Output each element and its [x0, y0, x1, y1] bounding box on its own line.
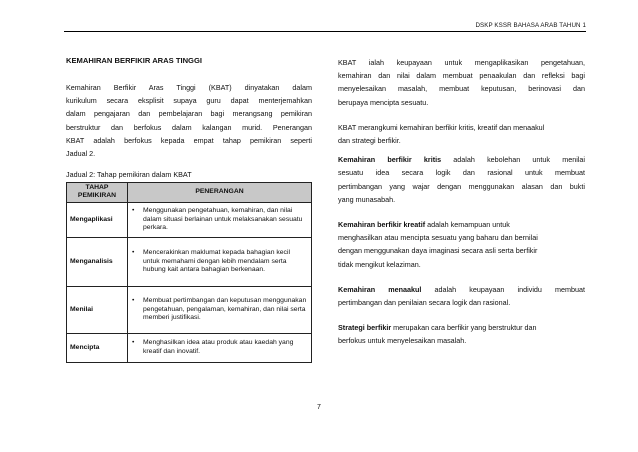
- kbat-intro-line-3: dalam pengajaran dan pembelajaran bagi merangsang pemikiran: [66, 109, 312, 119]
- kbat-intro-line-2: kurikulum secara eksplisit supaya guru dapat menterjemahkan: [66, 96, 312, 106]
- table-caption: Jadual 2: Tahap pemikiran dalam KBAT: [66, 170, 192, 180]
- creative-thinking-text: adalah kemampuan untuk: [425, 220, 510, 230]
- level-description-text: Menghasilkan idea atau produk atau kaedah yang kreatif dan inovatif.: [143, 339, 294, 355]
- kbat-definition-line-1: KBAT ialah keupayaan untuk mengaplikasikan pengetahuan,: [338, 58, 585, 67]
- kbat-intro-line-5: KBAT adalah berfokus kepada empat tahap pemikiran seperti: [66, 135, 312, 145]
- table-header-explanation: PENERANGAN: [128, 183, 312, 202]
- creative-thinking-line-2: menghasilkan atau mencipta sesuatu yang baharu dan bernilai: [338, 233, 538, 243]
- bullet-icon: •: [132, 339, 135, 347]
- section-heading: KEMAHIRAN BERFIKIR ARAS TINGGI: [66, 56, 202, 65]
- level-term: Mengaplikasi: [67, 202, 128, 237]
- kbat-scope-line-1: KBAT merangkumi kemahiran berfikir kritis, kreatif dan menaakul: [338, 122, 545, 132]
- table-row: [67, 333, 312, 362]
- critical-thinking-line-4: yang munasabah.: [338, 194, 396, 204]
- kbat-definition-line-3: menyelesaikan masalah, membuat keputusan, berinovasi dan: [338, 84, 585, 94]
- reasoning-text: adalah keupayaan individu membuat: [421, 284, 585, 294]
- thinking-strategy-line-2: berfokus untuk menyelesaikan masalah.: [338, 336, 467, 346]
- table-row: [67, 286, 312, 333]
- bullet-icon: •: [132, 207, 135, 215]
- kbat-intro-line-1: Kemahiran Berfikir Aras Tinggi (KBAT) dinyatakan dalam: [66, 83, 312, 92]
- level-description-text: Menggunakan pengetahuan, kemahiran, dan nilai dalam situasi berlainan untuk melaksanakan sesuatu perkara.: [143, 207, 303, 231]
- kbat-intro-line-6: Jadual 2.: [66, 149, 96, 159]
- level-description: [128, 237, 312, 286]
- level-term: Menganalisis: [67, 237, 128, 286]
- thinking-strategy-term: Strategi berfikir: [338, 323, 392, 333]
- critical-thinking-text: adalah kebolehan untuk menilai: [441, 155, 585, 165]
- thinking-levels-table: [66, 182, 312, 362]
- table-row: [67, 202, 312, 237]
- header-level-line-2: PEMIKIRAN: [77, 192, 117, 200]
- header-rule: [64, 31, 586, 32]
- thinking-strategy-line-1: [338, 321, 585, 334]
- reasoning-line-1: [338, 283, 585, 296]
- level-description-text: Membuat pertimbangan dan keputusan menggunakan pengetahuan, pengalaman, kemahiran, dan nilai serta memberi justifikasi.: [143, 297, 307, 321]
- critical-thinking-line-2: sesuatu idea secara logik dan rasional untuk membuat: [338, 168, 585, 178]
- creative-thinking-line-3: dengan menggunakan daya imaginasi secara asli serta berfikir: [338, 246, 538, 256]
- creative-thinking-line-1: [338, 218, 585, 231]
- kbat-definition-line-2: kemahiran dan nilai dalam membuat penaakulan dan refleksi bagi: [338, 71, 585, 81]
- running-header: DSKP KSSR BAHASA ARAB TAHUN 1: [475, 22, 586, 29]
- table-header-level: [67, 183, 128, 202]
- level-description: [128, 286, 312, 333]
- creative-thinking-line-4: tidak mengikut kelaziman.: [338, 259, 421, 269]
- table-row: [67, 237, 312, 286]
- level-description: [128, 202, 312, 237]
- level-term: Mencipta: [67, 333, 128, 362]
- header-level-line-1: TAHAP: [85, 184, 109, 192]
- critical-thinking-line-1: [338, 153, 585, 166]
- level-description-text: Mencerakinkan maklumat kepada bahagian kecil untuk memahami dengan lebih mendalam serta hubung kait antara bahagian berkenaan.: [143, 249, 290, 273]
- reasoning-term: Kemahiran menaakul: [338, 284, 422, 294]
- critical-thinking-term: Kemahiran berfikir kritis: [338, 155, 442, 165]
- left-column: [66, 56, 312, 363]
- bullet-icon: •: [132, 297, 135, 305]
- kbat-scope-line-2: dan strategi berfikir.: [338, 136, 401, 146]
- level-description: [128, 333, 312, 362]
- kbat-intro-line-4: berstruktur dan berfokus dalam kalangan murid. Penerangan: [66, 122, 312, 132]
- thinking-strategy-text: merupakan cara berfikir yang berstruktur dan: [391, 323, 537, 333]
- reasoning-line-2: pertimbangan dan penilaian secara logik dan rasional.: [338, 298, 511, 308]
- bullet-icon: •: [132, 249, 135, 257]
- level-term: Menilai: [67, 286, 128, 333]
- kbat-definition-line-4: berupaya mencipta sesuatu.: [338, 97, 429, 107]
- creative-thinking-term: Kemahiran berfikir kreatif: [338, 220, 426, 230]
- right-column: [338, 56, 585, 348]
- critical-thinking-line-3: pertimbangan yang wajar dengan menggunakan alasan dan bukti: [338, 181, 585, 191]
- page-number: 7: [317, 404, 321, 411]
- table-header-row: [67, 183, 312, 202]
